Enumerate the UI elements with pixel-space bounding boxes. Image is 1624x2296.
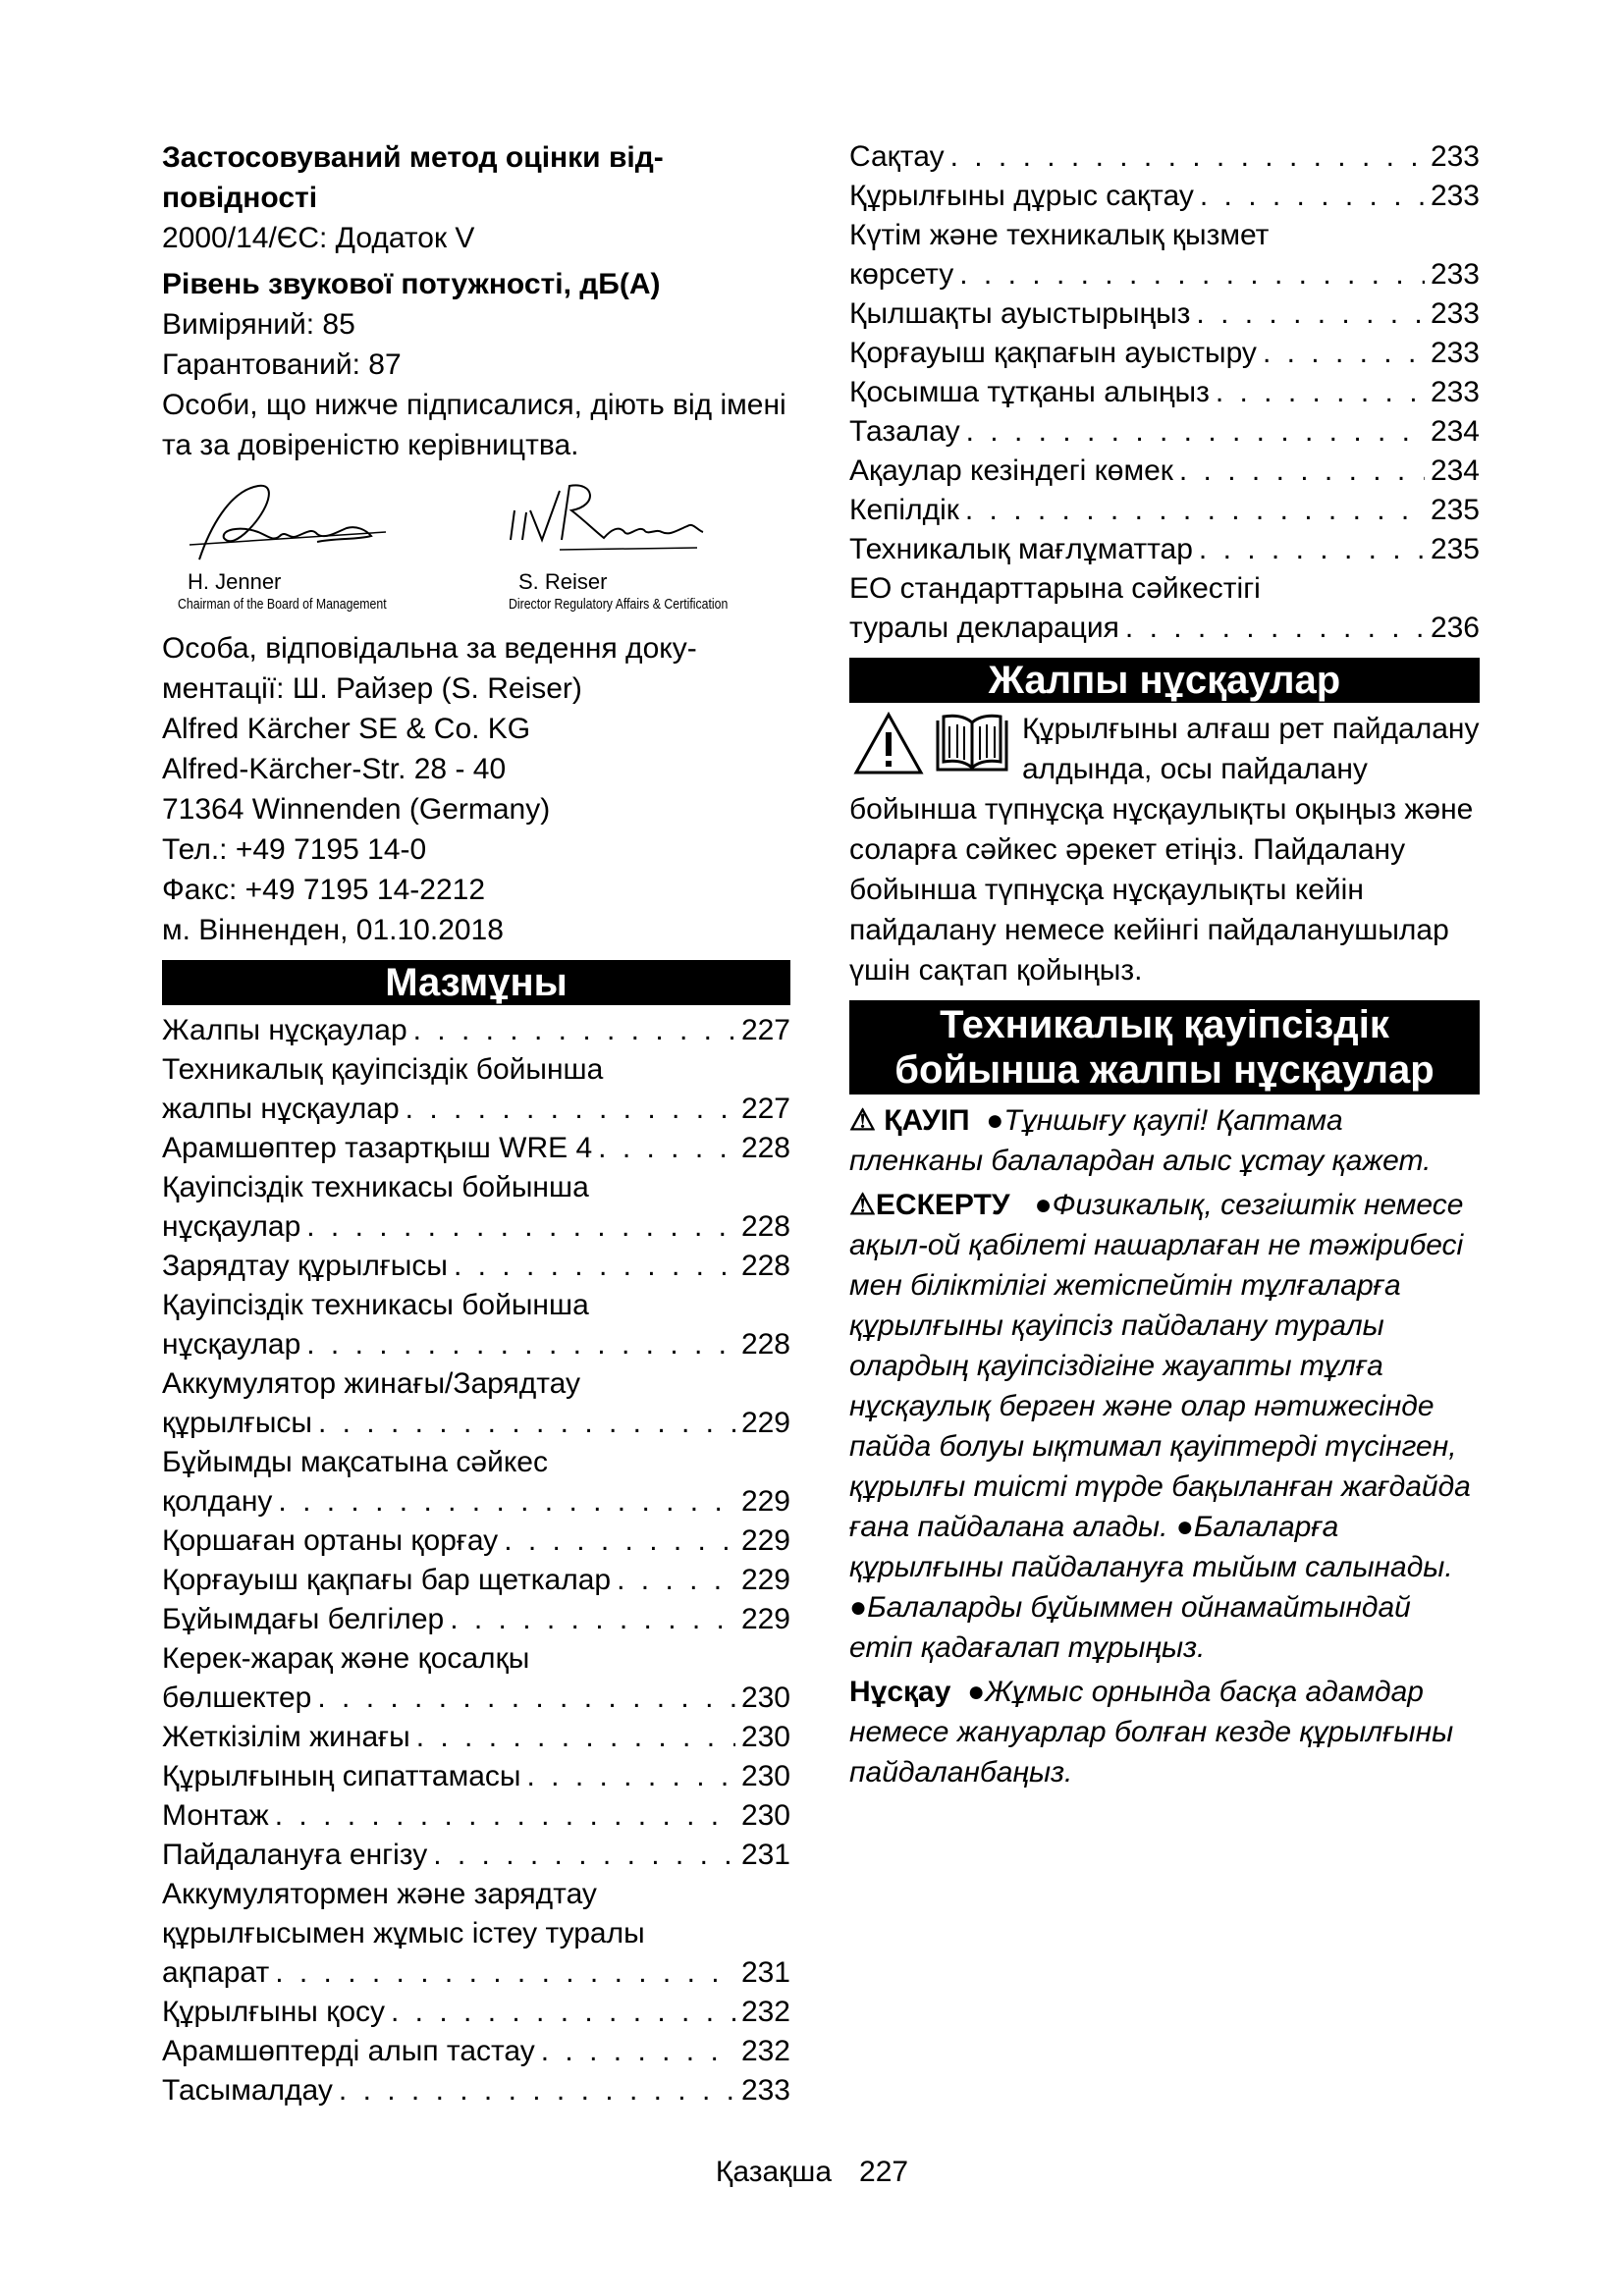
toc-entry[interactable] (162, 1600, 790, 1639)
toc-leader-dots (1196, 294, 1425, 334)
toc-entry-page: 233 (740, 2074, 790, 2107)
toc-leader-dots (413, 1011, 735, 1050)
toc-entry-label: құрылғысы (162, 1407, 312, 1439)
toc-leader-dots (966, 412, 1425, 452)
note-text: ●Жұмыс орнында басқа адамдар немесе жануарлар болған кезде құрылғыны пайдаланбаңыз. (849, 1676, 1454, 1789)
toc-entry-label: Сақтау (849, 140, 945, 173)
toc-entry-label: Зарядтау құрылғысы (162, 1250, 448, 1282)
toc-leader-dots (950, 137, 1425, 177)
toc-entry-page: 229 (740, 1524, 790, 1557)
conformity-line: 2000/14/ЄС: Додаток V (162, 222, 475, 254)
toc-entry-label: Қорғауыш қақпағы бар щеткалар (162, 1564, 612, 1596)
company-city: 71364 Winnenden (Germany) (162, 793, 551, 826)
toc-entry-row (162, 1404, 790, 1443)
toc-entry-label: Пайдалануға енгізу (162, 1839, 428, 1871)
toc-leader-dots (965, 491, 1425, 530)
signature-jenner (170, 471, 464, 614)
toc-leader-dots (278, 1482, 735, 1522)
toc-entry[interactable] (162, 1286, 790, 1364)
toc-entry-row (162, 1600, 790, 1639)
toc-entry-line: Бұйымды мақсатына сәйкес (162, 1446, 548, 1478)
toc-leader-dots (450, 1600, 735, 1639)
sound-guaranteed: Гарантований: 87 (162, 348, 402, 381)
place-date: м. Вінненден, 01.10.2018 (162, 914, 504, 946)
toc-entry-label: Қоршаған ортаны қорғау (162, 1524, 499, 1557)
safety-title-line2: бойынша жалпы нұсқаулар (894, 1048, 1435, 1092)
page-footer (0, 2156, 1624, 2189)
general-instructions-title: Жалпы нұсқаулар (849, 658, 1480, 703)
toc-entry-page: 228 (740, 1210, 790, 1243)
toc-leader-dots (1200, 177, 1425, 216)
toc-entry-label: Жалпы нұсқаулар (162, 1014, 407, 1046)
toc-entry[interactable] (162, 1757, 790, 1796)
danger-text: ●Тұншығу қаупі! Қаптама пленканы балалардан алыс ұстау қажет. (849, 1104, 1432, 1177)
toc-entry-row (162, 1993, 790, 2032)
toc-entry-row (162, 2071, 790, 2110)
danger-label: ⚠ ҚАУІП (849, 1104, 970, 1137)
documentation-responsible: Особа, відповідальна за ведення доку-ментації: Ш. Райзер (S. Reiser) (162, 632, 697, 705)
toc-entry-page: 233 (1430, 180, 1480, 212)
toc-leader-dots (598, 1129, 735, 1168)
toc-entry-line: құрылғысымен жұмыс істеу туралы (162, 1917, 645, 1949)
toc-entry[interactable] (162, 1129, 790, 1168)
toc-entry-line: Техникалық қауіпсіздік бойынша (162, 1053, 604, 1086)
toc-entry-page: 230 (740, 1682, 790, 1714)
toc-entry-label: Тасымалдау (162, 2074, 333, 2107)
sound-heading: Рівень звукової потужності, дБ(А) (162, 268, 661, 300)
toc-entry-page: 229 (740, 1485, 790, 1518)
toc-entry[interactable] (162, 1443, 790, 1522)
toc-entry[interactable] (849, 452, 1480, 491)
toc-entry-line: Керек-жарақ және қосалқы (162, 1642, 530, 1675)
toc-entry[interactable] (162, 1993, 790, 2032)
toc-leader-dots (433, 1836, 735, 1875)
toc-entry-row (162, 1522, 790, 1561)
toc-entry-page: 229 (740, 1407, 790, 1439)
table-of-contents-right (849, 137, 1480, 648)
signature-reiser (501, 471, 795, 614)
toc-entry-page: 233 (1430, 258, 1480, 291)
toc-entry-row (162, 1796, 790, 1836)
toc-entry-label: Кепілдік (849, 494, 959, 526)
toc-entry[interactable] (849, 373, 1480, 412)
toc-entry-page: 232 (740, 2035, 790, 2067)
toc-entry[interactable] (162, 1718, 790, 1757)
toc-leader-dots (504, 1522, 735, 1561)
toc-leader-dots (306, 1207, 735, 1247)
safety-title (849, 1000, 1480, 1095)
note-label: Нұсқау (849, 1676, 951, 1708)
table-of-contents-left (162, 1011, 790, 2110)
toc-entry-label: Қосымша тұтқаны алыңыз (849, 376, 1210, 408)
toc-entry-row (162, 1718, 790, 1757)
left-column (162, 137, 790, 2110)
toc-entry-row (849, 255, 1480, 294)
warning-paragraph (849, 1185, 1480, 1668)
toc-entry[interactable] (162, 1364, 790, 1443)
toc-entry-page: 229 (740, 1564, 790, 1596)
toc-entry[interactable] (162, 2071, 790, 2110)
toc-leader-dots (339, 2071, 735, 2110)
toc-entry-page: 234 (1430, 415, 1480, 448)
toc-entry-page: 233 (1430, 337, 1480, 369)
conformity-heading: Застосовуваний метод оцінки від-повідності (162, 141, 664, 214)
toc-entry-label: Жеткізілім жинағы (162, 1721, 410, 1753)
toc-leader-dots (318, 1404, 735, 1443)
toc-entry-page: 231 (740, 1956, 790, 1989)
toc-entry-page: 231 (740, 1839, 790, 1871)
warning-text: ●Физикалық, сезгіштік немесе ақыл-ой қабілеті нашарлаған не тәжірибесі мен біліктілігі жетіспейтін тұлғаларға құрылғыны қауіпсіз пайдалану туралы олардың қауіпсіздігіне жауапты тұлға нұсқаулық берген және олар нәтижесінде пайда болуы ықтимал қауіптерді түсінген, құрылғы тиісті түрде бақыланған жағдайда ғана пайдалана алады. ●Балаларға құрылғыны пайдалануға тыйым салынады. ●Балаларды бұйыммен ойнамайтындай етіп қадағалап тұрыңыз. (849, 1189, 1471, 1664)
toc-entry-label: Тазалау (849, 415, 960, 448)
company-name: Alfred Kärcher SE & Co. KG (162, 713, 531, 745)
toc-leader-dots (391, 1993, 735, 2032)
toc-entry-row (162, 1482, 790, 1522)
toc-entry-label: Арамшөптер тазартқыш WRE 4 (162, 1132, 593, 1164)
toc-entry[interactable] (162, 1639, 790, 1718)
toc-leader-dots (541, 2032, 735, 2071)
toc-entry-row (849, 609, 1480, 648)
toc-leader-dots (454, 1247, 735, 1286)
toc-entry[interactable] (162, 1522, 790, 1561)
toc-entry-label: Құрылғыны дұрыс сақтау (849, 180, 1194, 212)
signature-jenner-image (170, 471, 406, 569)
toc-entry-row (162, 1090, 790, 1129)
toc-entry-label: туралы декларация (849, 612, 1119, 644)
toc-entry-label: нұсқаулар (162, 1210, 301, 1243)
company-phone: Тел.: +49 7195 14-0 (162, 833, 427, 866)
toc-entry-row (849, 491, 1480, 530)
toc-leader-dots (1199, 530, 1425, 569)
toc-entry-label: Арамшөптерді алып тастау (162, 2035, 535, 2067)
toc-entry-page: 232 (740, 1996, 790, 2028)
danger-paragraph (849, 1100, 1480, 1181)
toc-entry[interactable] (849, 491, 1480, 530)
toc-entry-line: Қауіпсіздік техникасы бойынша (162, 1171, 589, 1203)
toc-entry-row (162, 1561, 790, 1600)
toc-entry-row (162, 1953, 790, 1993)
toc-entry-row (849, 412, 1480, 452)
warning-label: ⚠ЕСКЕРТУ (849, 1189, 1010, 1221)
toc-entry[interactable] (162, 1247, 790, 1286)
toc-entry-page: 233 (1430, 376, 1480, 408)
toc-entry-label: Құрылғының сипаттамасы (162, 1760, 521, 1792)
signatory-role: Chairman of the Board of Management (178, 596, 387, 613)
toc-leader-dots (1263, 334, 1425, 373)
signatory-role: Director Regulatory Affairs & Certification (509, 596, 729, 613)
toc-title: Мазмұны (162, 960, 790, 1005)
toc-entry[interactable] (162, 1050, 790, 1129)
read-manual-book-icon (934, 711, 1010, 775)
toc-entry-row (849, 373, 1480, 412)
general-instructions-text: Құрылғыны алғаш рет пайдалану алдында, осы пайдалану бойынша түпнұсқа нұсқаулықты оқыңыз және соларға сәйкес әрекет етіңіз. Пайдалану бойынша түпнұсқа нұсқаулықты кейін пайдалану немесе кейінгі пайдаланушылар үшін сақтап қойыңыз. (849, 713, 1480, 987)
toc-entry-row (849, 177, 1480, 216)
toc-entry-page: 230 (740, 1760, 790, 1792)
toc-entry-page: 229 (740, 1603, 790, 1635)
page-number: 227 (859, 2156, 909, 2188)
toc-entry-line: Күтім және техникалық қызмет (849, 219, 1270, 251)
toc-leader-dots (406, 1090, 735, 1129)
signatory-statement: Особи, що нижче підписалися, діють від імені та за довіреністю керівництва. (162, 389, 786, 461)
safety-title-line1: Техникалық қауіпсіздік (940, 1003, 1389, 1046)
toc-entry-row (849, 530, 1480, 569)
toc-entry-row (849, 334, 1480, 373)
toc-entry-row (162, 1836, 790, 1875)
toc-entry-row (162, 1679, 790, 1718)
toc-entry-label: көрсету (849, 258, 954, 291)
toc-entry[interactable] (162, 1561, 790, 1600)
toc-entry-label: Монтаж (162, 1799, 269, 1832)
toc-entry-page: 235 (1430, 494, 1480, 526)
toc-entry[interactable] (162, 1011, 790, 1050)
toc-entry-row (162, 1207, 790, 1247)
toc-leader-dots (306, 1325, 735, 1364)
toc-entry-page: 228 (740, 1250, 790, 1282)
toc-entry[interactable] (162, 1875, 790, 1993)
toc-leader-dots (317, 1679, 735, 1718)
toc-entry-line: Аккумулятормен және зарядтау (162, 1878, 597, 1910)
toc-entry[interactable] (849, 569, 1480, 648)
right-column (849, 137, 1480, 1796)
toc-entry-line: Қауіпсіздік техникасы бойынша (162, 1289, 589, 1321)
toc-entry-row (849, 452, 1480, 491)
toc-leader-dots (1216, 373, 1425, 412)
toc-entry[interactable] (162, 1836, 790, 1875)
toc-entry-label: Құрылғыны қосу (162, 1996, 386, 2028)
toc-entry-line: Аккумулятор жинағы/Зарядтау (162, 1367, 580, 1400)
toc-leader-dots (275, 1953, 735, 1993)
toc-entry-label: Қылшақты ауыстырыңыз (849, 297, 1191, 330)
general-icons (853, 711, 1010, 775)
signature-reiser-image (501, 471, 736, 569)
warning-triangle-icon (853, 711, 924, 775)
note-paragraph (849, 1672, 1480, 1792)
toc-entry-page: 233 (1430, 140, 1480, 173)
toc-leader-dots (1125, 609, 1425, 648)
toc-leader-dots (275, 1796, 735, 1836)
toc-entry[interactable] (849, 177, 1480, 216)
toc-entry-page: 235 (1430, 533, 1480, 565)
company-fax: Факс: +49 7195 14-2212 (162, 874, 486, 906)
toc-leader-dots (1179, 452, 1425, 491)
toc-entry-page: 228 (740, 1328, 790, 1361)
toc-entry-label: бөлшектер (162, 1682, 312, 1714)
toc-entry-page: 227 (740, 1014, 790, 1046)
toc-entry-page: 227 (740, 1093, 790, 1125)
toc-entry-label: Бұйымдағы белгілер (162, 1603, 445, 1635)
signatory-name: H. Jenner (188, 569, 282, 594)
toc-entry-row (162, 1247, 790, 1286)
toc-entry[interactable] (162, 1168, 790, 1247)
toc-entry-label: Ақаулар кезіндегі көмек (849, 454, 1173, 487)
general-instructions (849, 709, 1480, 990)
company-street: Alfred-Kärcher-Str. 28 - 40 (162, 753, 507, 785)
toc-leader-dots (416, 1718, 735, 1757)
toc-entry-label: жалпы нұсқаулар (162, 1093, 400, 1125)
toc-entry-label: Қорғауыш қақпағын ауыстыру (849, 337, 1257, 369)
signatory-name: S. Reiser (518, 569, 608, 594)
toc-entry-page: 230 (740, 1799, 790, 1832)
toc-entry-row (162, 1011, 790, 1050)
toc-leader-dots (959, 255, 1425, 294)
toc-entry-row (849, 294, 1480, 334)
toc-entry[interactable] (849, 530, 1480, 569)
toc-entry[interactable] (849, 294, 1480, 334)
toc-entry[interactable] (849, 137, 1480, 177)
toc-entry-line: ЕО стандарттарына сәйкестігі (849, 572, 1261, 605)
toc-leader-dots (527, 1757, 735, 1796)
toc-entry-page: 233 (1430, 297, 1480, 330)
toc-entry-label: қолдану (162, 1485, 273, 1518)
toc-entry-row (162, 2032, 790, 2071)
toc-entry-row (849, 137, 1480, 177)
signatures (162, 471, 790, 628)
toc-entry-row (162, 1325, 790, 1364)
toc-entry-page: 230 (740, 1721, 790, 1753)
toc-entry-label: Техникалық мағлұматтар (849, 533, 1193, 565)
toc-entry[interactable] (849, 412, 1480, 452)
sound-measured: Виміряний: 85 (162, 308, 355, 341)
toc-entry-page: 234 (1430, 454, 1480, 487)
toc-entry[interactable] (162, 1796, 790, 1836)
toc-entry-page: 228 (740, 1132, 790, 1164)
toc-entry[interactable] (162, 2032, 790, 2071)
toc-entry[interactable] (849, 216, 1480, 294)
toc-entry-label: ақпарат (162, 1956, 270, 1989)
toc-entry-label: нұсқаулар (162, 1328, 301, 1361)
toc-entry[interactable] (849, 334, 1480, 373)
toc-leader-dots (617, 1561, 735, 1600)
toc-entry-row (162, 1129, 790, 1168)
safety-instructions (849, 1100, 1480, 1792)
footer-language: Қазақша (715, 2156, 833, 2188)
toc-entry-row (162, 1757, 790, 1796)
toc-entry-page: 236 (1430, 612, 1480, 644)
